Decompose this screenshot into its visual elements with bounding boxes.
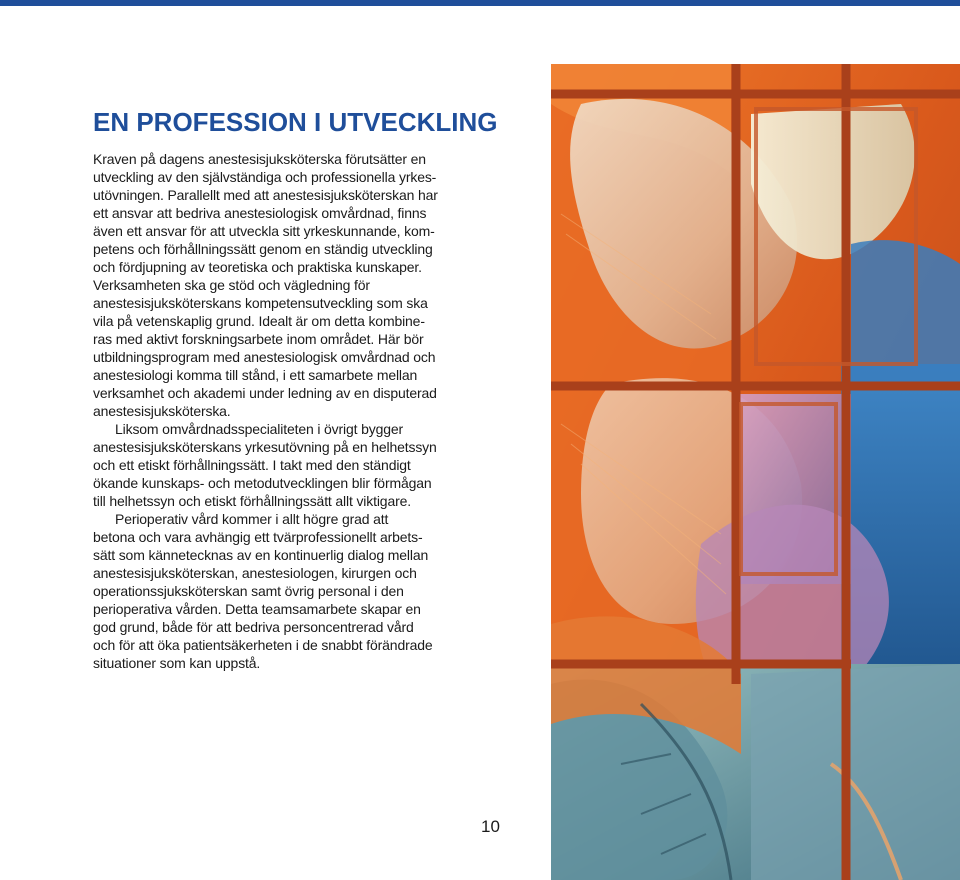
body-line: ett ansvar att bedriva anestesiologisk omvårdnad, finns xyxy=(93,205,427,221)
body-line: sätt som kännetecknas av en kontinuerlig dialog mellan xyxy=(93,547,429,563)
body-line: god grund, både för att bedriva personcentrerad vård xyxy=(93,619,414,635)
body-line: ras med aktivt forskningsarbete inom området. Här bör xyxy=(93,331,424,347)
body-line: Perioperativ vård kommer i allt högre grad att xyxy=(115,511,389,527)
body-line: Liksom omvårdnadsspecialiteten i övrigt bygger xyxy=(115,421,404,437)
body-line: anestesiologi komma till stånd, i ett samarbete mellan xyxy=(93,367,418,383)
body-line: och ett etiskt förhållningssätt. I takt med den ständigt xyxy=(93,457,411,473)
body-line: utbildningsprogram med anestesiologisk omvårdnad och xyxy=(93,349,436,365)
body-line: perioperativa vården. Detta teamsamarbete skapar en xyxy=(93,601,421,617)
body-line: anestesisjuksköterskans kompetensutveckling som ska xyxy=(93,295,428,311)
body-line: operationssjuksköterskan samt övrig personal i den xyxy=(93,583,404,599)
artwork-image xyxy=(551,64,960,880)
body-paragraph xyxy=(93,420,443,510)
body-paragraph xyxy=(93,276,443,420)
body-line: och för att öka patientsäkerheten i de snabbt förändrade xyxy=(93,637,433,653)
page-title: EN PROFESSION I UTVECKLING xyxy=(93,107,498,137)
body-line: anestesisjuksköterskan, anestesiologen, kirurgen och xyxy=(93,565,417,581)
body-line: ökande kunskaps- och metodutvecklingen blir förmågan xyxy=(93,475,432,491)
body-line: även ett ansvar för att utveckla sitt yrkeskunnande, kom- xyxy=(93,223,435,239)
page-number: 10 xyxy=(481,817,500,836)
top-rule xyxy=(0,0,960,6)
body-line: anestesisjuksköterska. xyxy=(93,403,231,419)
body-line: Verksamheten ska ge stöd och vägledning för xyxy=(93,277,370,293)
body-line: utveckling av den självständiga och professionella yrkes- xyxy=(93,169,437,185)
abstract-collage-icon xyxy=(551,64,960,880)
body-text xyxy=(93,150,443,672)
body-line: utövningen. Parallellt med att anestesisjuksköterskan har xyxy=(93,187,438,203)
body-line: betona och vara avhängig ett tvärprofessionellt arbets- xyxy=(93,529,423,545)
body-line: verksamhet och akademi under ledning av en disputerad xyxy=(93,385,437,401)
body-line: petens och förhållningssätt genom en ständig utveckling xyxy=(93,241,433,257)
body-paragraph xyxy=(93,150,443,276)
body-paragraph xyxy=(93,510,443,672)
body-line: Kraven på dagens anestesisjuksköterska förutsätter en xyxy=(93,151,426,167)
body-line: och fördjupning av teoretiska och praktiska kunskaper. xyxy=(93,259,422,275)
body-line: vila på vetenskaplig grund. Idealt är om detta kombine- xyxy=(93,313,425,329)
body-line: till helhetssyn och etiskt förhållningssätt allt viktigare. xyxy=(93,493,411,509)
body-line: situationer som kan uppstå. xyxy=(93,655,261,671)
body-line: anestesisjuksköterskans yrkesutövning på en helhetssyn xyxy=(93,439,437,455)
